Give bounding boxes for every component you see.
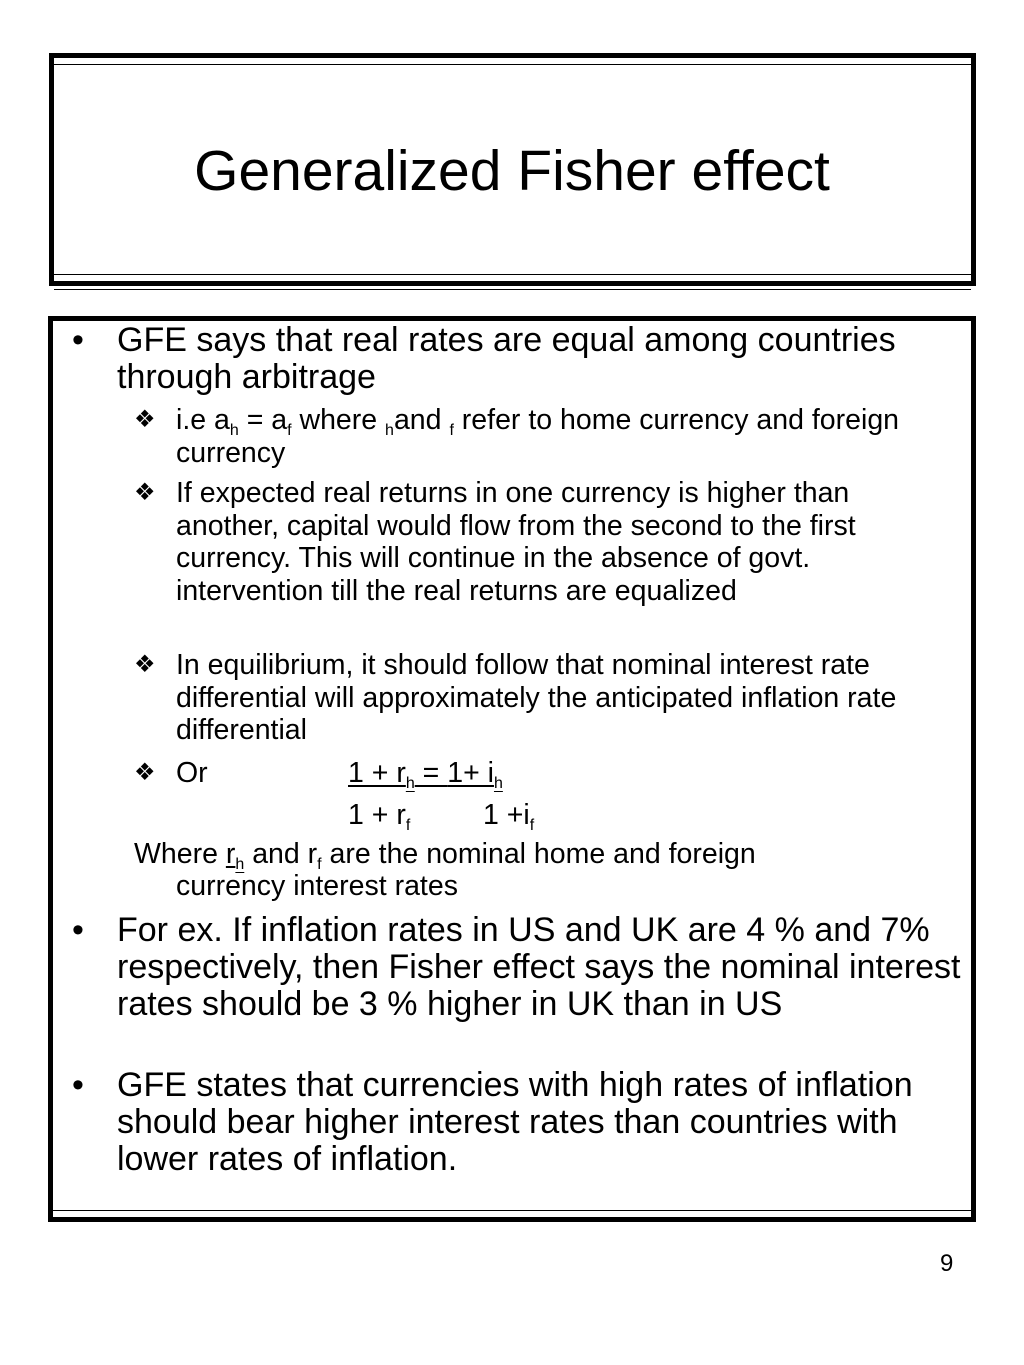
where-line-continuation: currency interest rates: [176, 870, 458, 902]
formula-term: 1 +i: [483, 799, 530, 831]
sub-bullet-text: If expected real returns in one currency is higher than another, capital would flow from the second to the first currency. This will continue in the absence of govt. intervention till the real returns are equalized: [176, 477, 856, 607]
subscript: f: [405, 817, 411, 834]
subscript: h: [385, 422, 394, 439]
sub-bullet-text: In equilibrium, it should follow that nominal interest rate differential will approximately the anticipated inflation rate differential: [176, 649, 897, 746]
sub-bullet-text: where: [291, 404, 386, 436]
formula-term: 1 + r: [348, 799, 406, 831]
where-text: r: [225, 838, 236, 870]
subscript: f: [317, 856, 322, 873]
diamond-bullet-icon: ❖: [134, 759, 156, 786]
sub-bullet-text: i.e a: [176, 404, 230, 436]
subscript: f: [287, 422, 292, 439]
sub-bullet-item: [134, 404, 956, 469]
where-text: are the nominal home and foreign: [321, 838, 756, 870]
bullet-item: [72, 321, 937, 396]
sub-bullet-text: Or: [176, 757, 208, 789]
formula-term: 1 + r: [348, 757, 406, 789]
sub-bullet-text: refer to home currency and foreign currency: [176, 404, 900, 469]
bullet-marker: •: [72, 911, 84, 949]
sub-bullet-text: = a: [238, 404, 288, 436]
formula-numerator: [348, 757, 503, 792]
content-frame-inner-bottom-line: [53, 1210, 971, 1211]
sub-bullet-item: [134, 477, 956, 607]
diamond-bullet-icon: ❖: [134, 651, 156, 678]
title-frame-inner-bottom-line: [54, 274, 971, 275]
sub-bullet-item: [134, 649, 956, 747]
formula-denominator-left: [348, 799, 411, 834]
formula-term: 1+ i: [447, 757, 494, 789]
formula-equals: =: [414, 757, 448, 789]
bullet-text: GFE states that currencies with high rates of inflation should bear higher interest rates than countries with lower rates of inflation.: [117, 1066, 913, 1178]
diamond-bullet-icon: ❖: [134, 406, 156, 433]
subscript: h: [493, 775, 503, 792]
diamond-bullet-icon: ❖: [134, 479, 156, 506]
where-line: [134, 838, 756, 873]
subscript: h: [235, 856, 245, 873]
sub-bullet-text: and: [393, 404, 450, 436]
bullet-item: [72, 1066, 937, 1178]
bullet-item: [72, 911, 967, 1023]
page-number: 9: [940, 1250, 954, 1277]
bullet-text: For ex. If inflation rates in US and UK are 4 % and 7% respectively, then Fisher effect says the nominal interest rates should be 3 % higher in UK than in US: [117, 911, 961, 1023]
bullet-text: GFE says that real rates are equal among countries through arbitrage: [117, 321, 896, 396]
subscript: f: [529, 817, 535, 834]
subscript: f: [449, 422, 454, 439]
subscript: h: [229, 422, 239, 439]
formula-denominator-right: [483, 799, 535, 834]
bullet-marker: •: [72, 1066, 84, 1104]
subscript: h: [405, 775, 415, 792]
sub-bullet-item: [134, 757, 956, 790]
where-text: Where: [134, 838, 226, 870]
title-frame-shadow-line: [54, 289, 971, 290]
bullet-marker: •: [72, 321, 84, 359]
page-title: Generalized Fisher effect: [194, 139, 830, 203]
where-text: and r: [244, 838, 318, 870]
title-frame-inner-top-line: [54, 64, 971, 65]
